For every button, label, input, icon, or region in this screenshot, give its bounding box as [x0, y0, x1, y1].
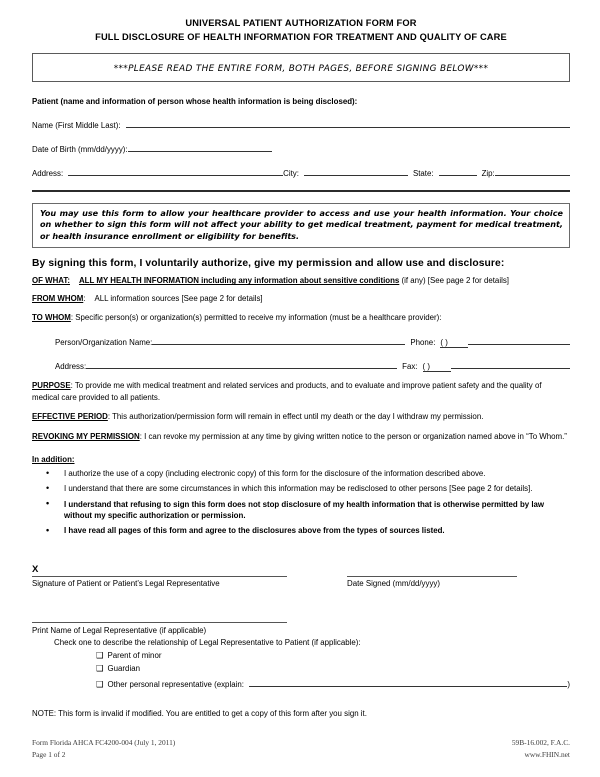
- section-divider: [32, 190, 570, 192]
- page-footer: [32, 737, 570, 761]
- effective-period-text: : This authorization/permission form will remain in effect until my death or the day I withdraw my permission.: [107, 412, 484, 422]
- patient-dob-row: [32, 142, 570, 154]
- in-addition-list: [32, 468, 570, 536]
- effective-period-label: EFFECTIVE PERIOD: [32, 412, 108, 422]
- authorization-heading: By signing this form, I voluntarily authorize, give my permission and allow use and disclosure:: [32, 258, 505, 270]
- of-what-label: OF WHAT:: [32, 276, 70, 286]
- statement-box-text: You may use this form to allow your healthcare provider to access and use your health information. Your choice on whether to sign this form will not affect your ability to get medical treatment, payment for medical treatment, or health insurance enrollment or eligibility for benefits.: [40, 208, 563, 241]
- patient-zip-label: Zip:: [481, 169, 495, 178]
- of-what-emphasis: ALL MY HEALTH INFORMATION including any information about sensitive conditions: [78, 276, 400, 286]
- patient-name-row: [32, 118, 570, 130]
- patient-section-heading: Patient (name and information of person whose health information is being disclosed):: [32, 97, 358, 106]
- recipient-org-name-input[interactable]: [152, 335, 405, 345]
- check-one-label: Check one to describe the relationship of Legal Representative to Patient (if applicable):: [54, 637, 361, 647]
- revoking-text: : I can revoke my permission at any time by giving written notice to the person or organization named above in “To Whom.”: [139, 431, 567, 441]
- revoking-label: REVOKING MY PERMISSION: [32, 431, 140, 441]
- page-title: [32, 16, 570, 44]
- other-representative-close-paren: ): [567, 679, 570, 689]
- recipient-name-row: [32, 335, 570, 348]
- checkbox-label: Guardian: [107, 663, 140, 673]
- checkbox-row-guardian[interactable]: [32, 664, 570, 673]
- to-whom-rest: : Specific person(s) or organization(s) permitted to receive my information (must be a healthcare provider):: [70, 313, 442, 323]
- date-signed-input[interactable]: [347, 563, 517, 577]
- footer-website: www.FHIN.net: [524, 750, 570, 759]
- in-addition-heading: In addition:: [32, 455, 75, 465]
- checkbox-label: Parent of minor: [107, 650, 162, 660]
- from-whom-label: FROM WHOM: [32, 293, 84, 303]
- title-line-2: FULL DISCLOSURE OF HEALTH INFORMATION FOR TREATMENT AND QUALITY OF CARE: [95, 32, 507, 42]
- recipient-phone-areacode[interactable]: ( ): [440, 338, 468, 348]
- footer-rule-code: 59B-16.002, F.A.C.: [511, 738, 570, 747]
- checkbox-icon[interactable]: ❑: [96, 662, 104, 673]
- other-representative-explain-input[interactable]: [249, 677, 567, 687]
- list-item: • I understand that there are some circumstances in which this information may be redisclosed to other persons [See page 2 for details].: [32, 483, 570, 495]
- patient-city-label: City:: [283, 169, 299, 178]
- checkbox-row-parent-of-minor[interactable]: [32, 651, 570, 660]
- recipient-address-row: [32, 359, 570, 372]
- from-whom-colon: :: [83, 293, 86, 303]
- patient-dob-label: Date of Birth (mm/dd/yyyy):: [32, 145, 128, 154]
- patient-state-input[interactable]: [439, 166, 477, 176]
- signature-input[interactable]: [32, 563, 287, 577]
- to-whom-label: TO WHOM: [32, 313, 71, 323]
- of-what-rest: (if any) [See page 2 for details]: [401, 276, 509, 286]
- signature-block: [32, 563, 287, 589]
- print-name-caption: Print Name of Legal Representative (if applicable): [32, 625, 207, 635]
- footer-page-number: Page 1 of 2: [32, 750, 66, 759]
- patient-address-label: Address:: [32, 169, 64, 178]
- title-line-1: UNIVERSAL PATIENT AUTHORIZATION FORM FOR: [185, 18, 417, 28]
- patient-state-label: State:: [412, 169, 434, 178]
- patient-name-input[interactable]: [126, 118, 570, 128]
- patient-address-row: [32, 166, 570, 178]
- statement-box: [32, 203, 570, 248]
- recipient-fax-label: Fax:: [402, 362, 418, 371]
- purpose-text: : To provide me with medical treatment and related services and products, and to evaluate and improve patient safety and the quality of medical care provided to all patients.: [32, 381, 542, 402]
- list-item: • I understand that refusing to sign this form does not stop disclosure of my health information that is otherwise permitted by law without my specific authorization or permission.: [32, 499, 570, 522]
- recipient-fax-input[interactable]: [451, 359, 571, 369]
- recipient-phone-input[interactable]: [468, 335, 570, 345]
- patient-address-input[interactable]: [68, 166, 283, 176]
- read-notice-box: [32, 53, 570, 82]
- recipient-address-input[interactable]: [86, 359, 397, 369]
- print-name-block: [32, 612, 287, 635]
- from-whom-rest: ALL information sources [See page 2 for details]: [94, 293, 263, 303]
- recipient-address-label: Address:: [55, 362, 87, 371]
- signature-x-mark: X: [32, 564, 39, 576]
- footer-form-id: Form Florida AHCA FC4200-004 (July 1, 2011): [32, 738, 176, 747]
- patient-name-label: Name (First Middle Last):: [32, 121, 121, 130]
- revoking-clause: [32, 431, 570, 443]
- purpose-clause: [32, 380, 570, 403]
- purpose-label: PURPOSE: [32, 381, 71, 390]
- signature-area: [32, 563, 570, 589]
- checkbox-icon[interactable]: ❑: [96, 678, 104, 689]
- checkbox-label: Other personal representative (explain:: [107, 679, 244, 689]
- of-what-row: [32, 275, 570, 287]
- patient-city-input[interactable]: [304, 166, 408, 176]
- recipient-phone-label: Phone:: [410, 338, 436, 347]
- recipient-org-name-label: Person/Organization Name:: [55, 338, 153, 347]
- recipient-fax-areacode[interactable]: ( ): [423, 362, 451, 372]
- patient-zip-input[interactable]: [495, 166, 570, 176]
- from-whom-row: [32, 293, 570, 305]
- print-name-input[interactable]: [32, 612, 287, 623]
- signature-caption: Signature of Patient or Patient’s Legal Representative: [32, 579, 220, 589]
- invalid-if-modified-note: NOTE: This form is invalid if modified. You are entitled to get a copy of this form after you sign it.: [32, 708, 367, 718]
- list-item: • I have read all pages of this form and agree to the disclosures above from the types of sources listed.: [32, 525, 570, 537]
- to-whom-row: [32, 312, 570, 324]
- effective-period-clause: [32, 411, 570, 423]
- list-item: • I authorize the use of a copy (including electronic copy) of this form for the disclosure of the information described above.: [32, 468, 570, 480]
- checkbox-icon[interactable]: ❑: [96, 649, 104, 660]
- patient-dob-input[interactable]: [128, 142, 272, 152]
- date-signed-block: [347, 563, 517, 589]
- date-signed-caption: Date Signed (mm/dd/yyyy): [347, 579, 440, 589]
- checkbox-row-other-representative[interactable]: [32, 677, 570, 689]
- read-notice-text: ***PLEASE READ THE ENTIRE FORM, BOTH PAGES, BEFORE SIGNING BELOW***: [113, 64, 489, 74]
